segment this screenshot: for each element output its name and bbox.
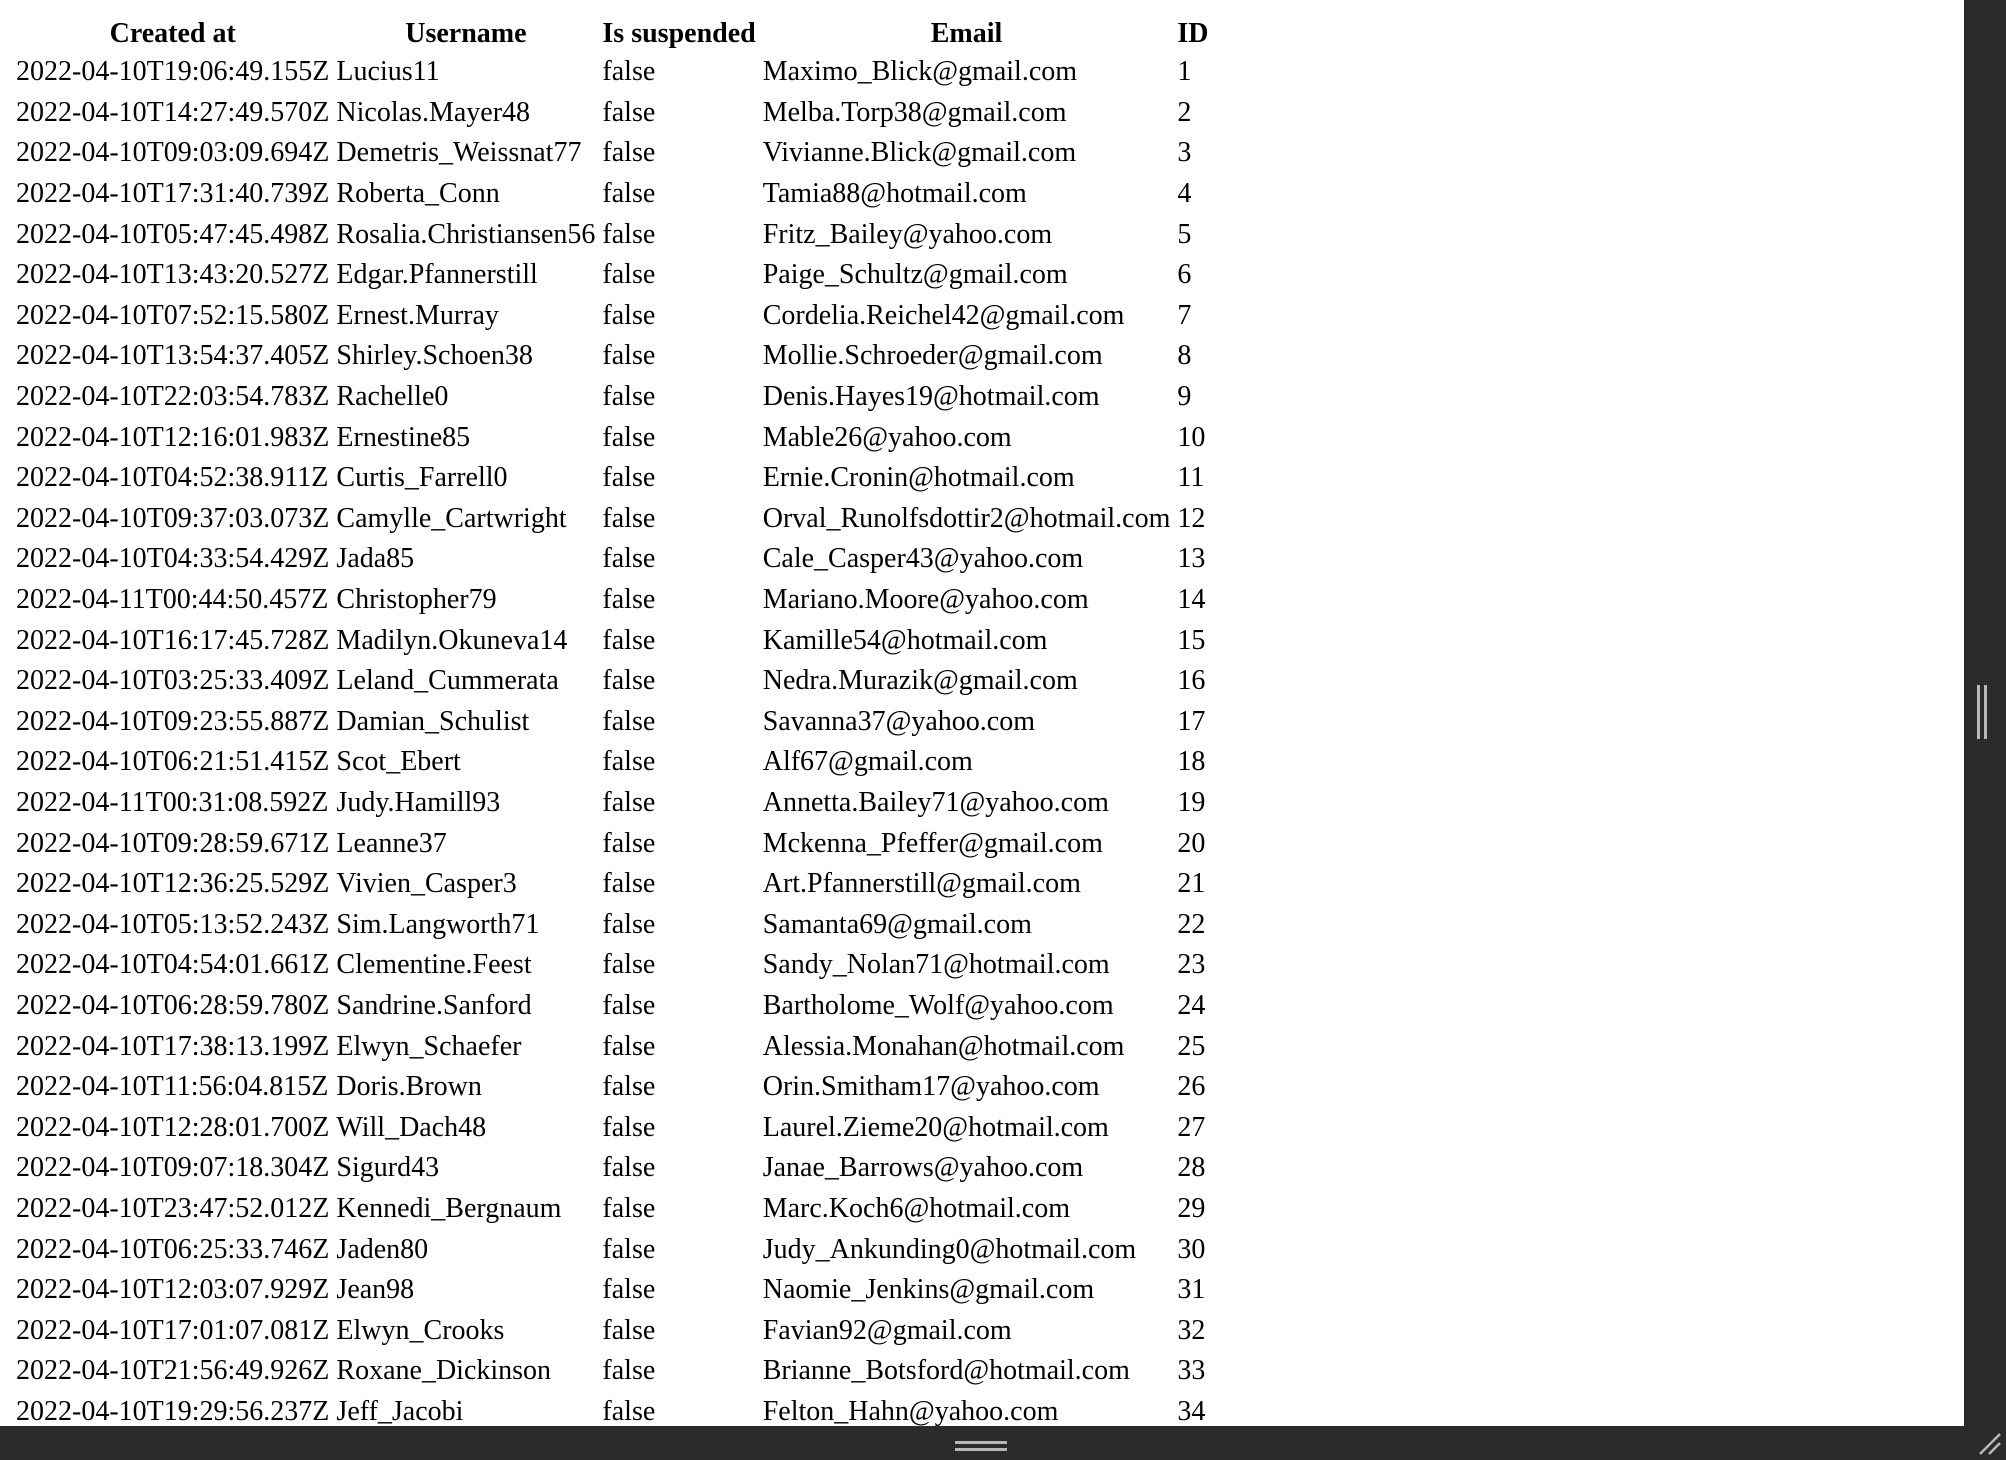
id-cell: 23	[1177, 949, 1206, 981]
table-row[interactable]	[14, 783, 1210, 824]
username-cell: Rachelle0	[336, 381, 449, 413]
id-cell: 24	[1177, 989, 1206, 1021]
table-row[interactable]	[14, 458, 1210, 499]
created-at-cell: 2022-04-10T12:36:25.529Z	[16, 868, 330, 900]
table-row[interactable]	[14, 174, 1210, 215]
is-suspended-cell: false	[602, 949, 656, 981]
created-at-cell: 2022-04-10T06:28:59.780Z	[16, 989, 330, 1021]
created-at-cell: 2022-04-10T04:52:38.911Z	[16, 462, 329, 494]
email-cell: Felton_Hahn@yahoo.com	[762, 1395, 1059, 1426]
username-cell: Elwyn_Crooks	[336, 1314, 505, 1346]
table-header-row	[14, 16, 1210, 52]
created-at-cell: 2022-04-10T06:25:33.746Z	[16, 1233, 330, 1265]
created-at-cell: 2022-04-10T21:56:49.926Z	[16, 1355, 330, 1387]
email-cell: Maximo_Blick@gmail.com	[762, 56, 1078, 88]
username-cell: Roxane_Dickinson	[336, 1355, 552, 1387]
resize-grip-icon[interactable]	[1976, 1430, 2002, 1456]
table-row[interactable]	[14, 539, 1210, 580]
id-cell: 13	[1177, 543, 1206, 575]
username-cell: Sim.Langworth71	[336, 908, 540, 940]
id-cell: 3	[1177, 137, 1192, 169]
created-at-cell: 2022-04-10T05:13:52.243Z	[16, 908, 330, 940]
table-body	[14, 52, 1210, 1426]
id-cell: 18	[1177, 746, 1206, 778]
email-cell: Favian92@gmail.com	[762, 1314, 1012, 1346]
username-cell: Demetris_Weissnat77	[336, 137, 582, 169]
id-cell: 21	[1177, 868, 1206, 900]
username-cell: Sandrine.Sanford	[336, 989, 532, 1021]
id-cell: 32	[1177, 1314, 1206, 1346]
username-cell: Vivien_Casper3	[336, 868, 517, 900]
created-at-cell: 2022-04-10T09:37:03.073Z	[16, 502, 330, 534]
email-cell: Naomie_Jenkins@gmail.com	[762, 1274, 1095, 1306]
is-suspended-cell: false	[602, 1274, 656, 1306]
created-at-cell: 2022-04-10T09:07:18.304Z	[16, 1152, 330, 1184]
username-cell: Leanne37	[336, 827, 447, 859]
table-row[interactable]	[14, 742, 1210, 783]
id-cell: 2	[1177, 96, 1192, 128]
table-row[interactable]	[14, 1107, 1210, 1148]
created-at-cell: 2022-04-10T23:47:52.012Z	[16, 1192, 330, 1224]
email-cell: Alf67@gmail.com	[762, 746, 973, 778]
is-suspended-cell: false	[602, 1314, 656, 1346]
email-cell: Orin.Smitham17@yahoo.com	[762, 1071, 1100, 1103]
is-suspended-cell: false	[602, 989, 656, 1021]
table-row[interactable]	[14, 1189, 1210, 1230]
created-at-cell: 2022-04-10T19:06:49.155Z	[16, 56, 330, 88]
created-at-cell: 2022-04-11T00:44:50.457Z	[16, 584, 329, 616]
username-cell: Roberta_Conn	[336, 178, 500, 210]
id-cell: 4	[1177, 178, 1192, 210]
table-row[interactable]	[14, 52, 1210, 93]
table-row[interactable]	[14, 1148, 1210, 1189]
users-table	[11, 16, 1213, 1426]
table-row[interactable]	[14, 986, 1210, 1027]
id-cell: 5	[1177, 218, 1192, 250]
username-cell: Ernestine85	[336, 421, 471, 453]
created-at-cell: 2022-04-10T09:23:55.887Z	[16, 705, 330, 737]
table-row[interactable]	[14, 499, 1210, 540]
created-at-cell: 2022-04-10T05:47:45.498Z	[16, 218, 330, 250]
table-row[interactable]	[14, 1392, 1210, 1426]
id-cell: 7	[1177, 299, 1192, 331]
is-suspended-cell: false	[602, 1192, 656, 1224]
email-cell: Judy_Ankunding0@hotmail.com	[762, 1233, 1137, 1265]
is-suspended-cell: false	[602, 462, 656, 494]
is-suspended-cell: false	[602, 543, 656, 575]
column-header-id[interactable]: ID	[1177, 18, 1209, 49]
id-cell: 30	[1177, 1233, 1206, 1265]
created-at-cell: 2022-04-10T07:52:15.580Z	[16, 299, 330, 331]
email-cell: Janae_Barrows@yahoo.com	[762, 1152, 1084, 1184]
created-at-cell: 2022-04-10T04:54:01.661Z	[16, 949, 330, 981]
table-row[interactable]	[14, 133, 1210, 174]
table-row[interactable]	[14, 255, 1210, 296]
id-cell: 10	[1177, 421, 1206, 453]
is-suspended-cell: false	[602, 1111, 656, 1143]
id-cell: 11	[1177, 462, 1205, 494]
email-cell: Mariano.Moore@yahoo.com	[762, 584, 1089, 616]
created-at-cell: 2022-04-10T13:43:20.527Z	[16, 259, 330, 291]
email-cell: Cale_Casper43@yahoo.com	[762, 543, 1084, 575]
username-cell: Scot_Ebert	[336, 746, 461, 778]
id-cell: 31	[1177, 1274, 1206, 1306]
created-at-cell: 2022-04-10T19:29:56.237Z	[16, 1395, 330, 1426]
email-cell: Melba.Torp38@gmail.com	[762, 96, 1067, 128]
id-cell: 33	[1177, 1355, 1206, 1387]
created-at-cell: 2022-04-10T11:56:04.815Z	[16, 1071, 329, 1103]
email-cell: Mollie.Schroeder@gmail.com	[762, 340, 1103, 372]
table-row[interactable]	[14, 93, 1210, 134]
username-cell: Jean98	[336, 1274, 415, 1306]
created-at-cell: 2022-04-10T03:25:33.409Z	[16, 665, 330, 697]
table-row[interactable]	[14, 702, 1210, 743]
email-cell: Fritz_Bailey@yahoo.com	[762, 218, 1053, 250]
created-at-cell: 2022-04-10T12:03:07.929Z	[16, 1274, 330, 1306]
table-row[interactable]	[14, 1351, 1210, 1392]
email-cell: Laurel.Zieme20@hotmail.com	[762, 1111, 1109, 1143]
id-cell: 8	[1177, 340, 1192, 372]
is-suspended-cell: false	[602, 624, 656, 656]
created-at-cell: 2022-04-10T22:03:54.783Z	[16, 381, 330, 413]
username-cell: Christopher79	[336, 584, 497, 616]
created-at-cell: 2022-04-11T00:31:08.592Z	[16, 786, 329, 818]
id-cell: 29	[1177, 1192, 1206, 1224]
email-cell: Bartholome_Wolf@yahoo.com	[762, 989, 1114, 1021]
created-at-cell: 2022-04-10T17:38:13.199Z	[16, 1030, 330, 1062]
is-suspended-cell: false	[602, 502, 656, 534]
is-suspended-cell: false	[602, 96, 656, 128]
email-cell: Paige_Schultz@gmail.com	[762, 259, 1068, 291]
username-cell: Nicolas.Mayer48	[336, 96, 531, 128]
table-row[interactable]	[14, 945, 1210, 986]
is-suspended-cell: false	[602, 827, 656, 859]
is-suspended-cell: false	[602, 908, 656, 940]
created-at-cell: 2022-04-10T17:01:07.081Z	[16, 1314, 330, 1346]
created-at-cell: 2022-04-10T14:27:49.570Z	[16, 96, 330, 128]
email-cell: Sandy_Nolan71@hotmail.com	[762, 949, 1110, 981]
created-at-cell: 2022-04-10T12:28:01.700Z	[16, 1111, 330, 1143]
is-suspended-cell: false	[602, 584, 656, 616]
email-cell: Savanna37@yahoo.com	[762, 705, 1035, 737]
table-row[interactable]	[14, 336, 1210, 377]
id-cell: 25	[1177, 1030, 1206, 1062]
vertical-resize-handle-icon[interactable]	[1975, 685, 1989, 739]
username-cell: Lucius11	[336, 56, 440, 88]
is-suspended-cell: false	[602, 1152, 656, 1184]
is-suspended-cell: false	[602, 218, 656, 250]
username-cell: Kennedi_Bergnaum	[336, 1192, 562, 1224]
email-cell: Brianne_Botsford@hotmail.com	[762, 1355, 1130, 1387]
created-at-cell: 2022-04-10T04:33:54.429Z	[16, 543, 330, 575]
created-at-cell: 2022-04-10T09:03:09.694Z	[16, 137, 330, 169]
created-at-cell: 2022-04-10T13:54:37.405Z	[16, 340, 330, 372]
username-cell: Leland_Cummerata	[336, 665, 559, 697]
username-cell: Will_Dach48	[336, 1111, 487, 1143]
column-header-email[interactable]: Email	[930, 18, 1003, 49]
id-cell: 1	[1177, 56, 1192, 88]
email-cell: Art.Pfannerstill@gmail.com	[762, 868, 1081, 900]
username-cell: Curtis_Farrell0	[336, 462, 508, 494]
username-cell: Sigurd43	[336, 1152, 440, 1184]
is-suspended-cell: false	[602, 786, 656, 818]
id-cell: 20	[1177, 827, 1206, 859]
column-header-created-at[interactable]: Created at	[109, 18, 236, 49]
username-cell: Jada85	[336, 543, 415, 575]
email-cell: Samanta69@gmail.com	[762, 908, 1032, 940]
username-cell: Ernest.Murray	[336, 299, 499, 331]
username-cell: Madilyn.Okuneva14	[336, 624, 568, 656]
is-suspended-cell: false	[602, 746, 656, 778]
table-row[interactable]	[14, 904, 1210, 945]
created-at-cell: 2022-04-10T12:16:01.983Z	[16, 421, 330, 453]
is-suspended-cell: false	[602, 259, 656, 291]
table-row[interactable]	[14, 620, 1210, 661]
email-cell: Mable26@yahoo.com	[762, 421, 1012, 453]
table-row[interactable]	[14, 1270, 1210, 1311]
table-row[interactable]	[14, 1310, 1210, 1351]
is-suspended-cell: false	[602, 1233, 656, 1265]
id-cell: 34	[1177, 1395, 1206, 1426]
is-suspended-cell: false	[602, 1355, 656, 1387]
table-row[interactable]	[14, 1067, 1210, 1108]
email-cell: Kamille54@hotmail.com	[762, 624, 1048, 656]
id-cell: 19	[1177, 786, 1206, 818]
is-suspended-cell: false	[602, 1395, 656, 1426]
username-cell: Doris.Brown	[336, 1071, 482, 1103]
id-cell: 16	[1177, 665, 1206, 697]
email-cell: Marc.Koch6@hotmail.com	[762, 1192, 1070, 1224]
created-at-cell: 2022-04-10T06:21:51.415Z	[16, 746, 330, 778]
is-suspended-cell: false	[602, 56, 656, 88]
is-suspended-cell: false	[602, 340, 656, 372]
is-suspended-cell: false	[602, 868, 656, 900]
username-cell: Clementine.Feest	[336, 949, 532, 981]
id-cell: 12	[1177, 502, 1206, 534]
table-row[interactable]	[14, 661, 1210, 702]
is-suspended-cell: false	[602, 299, 656, 331]
username-cell: Damian_Schulist	[336, 705, 530, 737]
table-row[interactable]	[14, 214, 1210, 255]
is-suspended-cell: false	[602, 421, 656, 453]
email-cell: Ernie.Cronin@hotmail.com	[762, 462, 1075, 494]
username-cell: Elwyn_Schaefer	[336, 1030, 522, 1062]
table-row[interactable]	[14, 296, 1210, 337]
email-cell: Alessia.Monahan@hotmail.com	[762, 1030, 1125, 1062]
is-suspended-cell: false	[602, 137, 656, 169]
id-cell: 28	[1177, 1152, 1206, 1184]
email-cell: Annetta.Bailey71@yahoo.com	[762, 786, 1109, 818]
is-suspended-cell: false	[602, 381, 656, 413]
is-suspended-cell: false	[602, 1071, 656, 1103]
email-cell: Cordelia.Reichel42@gmail.com	[762, 299, 1125, 331]
column-header-is-suspended[interactable]: Is suspended	[602, 18, 756, 49]
username-cell: Camylle_Cartwright	[336, 502, 567, 534]
table-row[interactable]	[14, 864, 1210, 905]
username-cell: Edgar.Pfannerstill	[336, 259, 538, 291]
email-cell: Vivianne.Blick@gmail.com	[762, 137, 1077, 169]
table-row[interactable]	[14, 377, 1210, 418]
is-suspended-cell: false	[602, 665, 656, 697]
column-header-username[interactable]: Username	[405, 18, 527, 49]
username-cell: Jeff_Jacobi	[336, 1395, 464, 1426]
username-cell: Jaden80	[336, 1233, 429, 1265]
is-suspended-cell: false	[602, 178, 656, 210]
table-row[interactable]	[14, 1026, 1210, 1067]
username-cell: Shirley.Schoen38	[336, 340, 533, 372]
id-cell: 26	[1177, 1071, 1206, 1103]
table-row[interactable]	[14, 823, 1210, 864]
horizontal-resize-handle-icon[interactable]	[955, 1439, 1007, 1453]
table-row[interactable]	[14, 580, 1210, 621]
id-cell: 14	[1177, 584, 1206, 616]
email-cell: Tamia88@hotmail.com	[762, 178, 1027, 210]
table-row[interactable]	[14, 1229, 1210, 1270]
created-at-cell: 2022-04-10T16:17:45.728Z	[16, 624, 330, 656]
email-cell: Orval_Runolfsdottir2@hotmail.com	[762, 502, 1171, 534]
id-cell: 27	[1177, 1111, 1206, 1143]
username-cell: Rosalia.Christiansen56	[336, 218, 596, 250]
username-cell: Judy.Hamill93	[336, 786, 501, 818]
created-at-cell: 2022-04-10T09:28:59.671Z	[16, 827, 330, 859]
is-suspended-cell: false	[602, 705, 656, 737]
email-cell: Nedra.Murazik@gmail.com	[762, 665, 1078, 697]
email-cell: Mckenna_Pfeffer@gmail.com	[762, 827, 1103, 859]
email-cell: Denis.Hayes19@hotmail.com	[762, 381, 1100, 413]
id-cell: 6	[1177, 259, 1192, 291]
is-suspended-cell: false	[602, 1030, 656, 1062]
id-cell: 22	[1177, 908, 1206, 940]
table-row[interactable]	[14, 417, 1210, 458]
created-at-cell: 2022-04-10T17:31:40.739Z	[16, 178, 330, 210]
id-cell: 17	[1177, 705, 1206, 737]
id-cell: 15	[1177, 624, 1206, 656]
id-cell: 9	[1177, 381, 1192, 413]
